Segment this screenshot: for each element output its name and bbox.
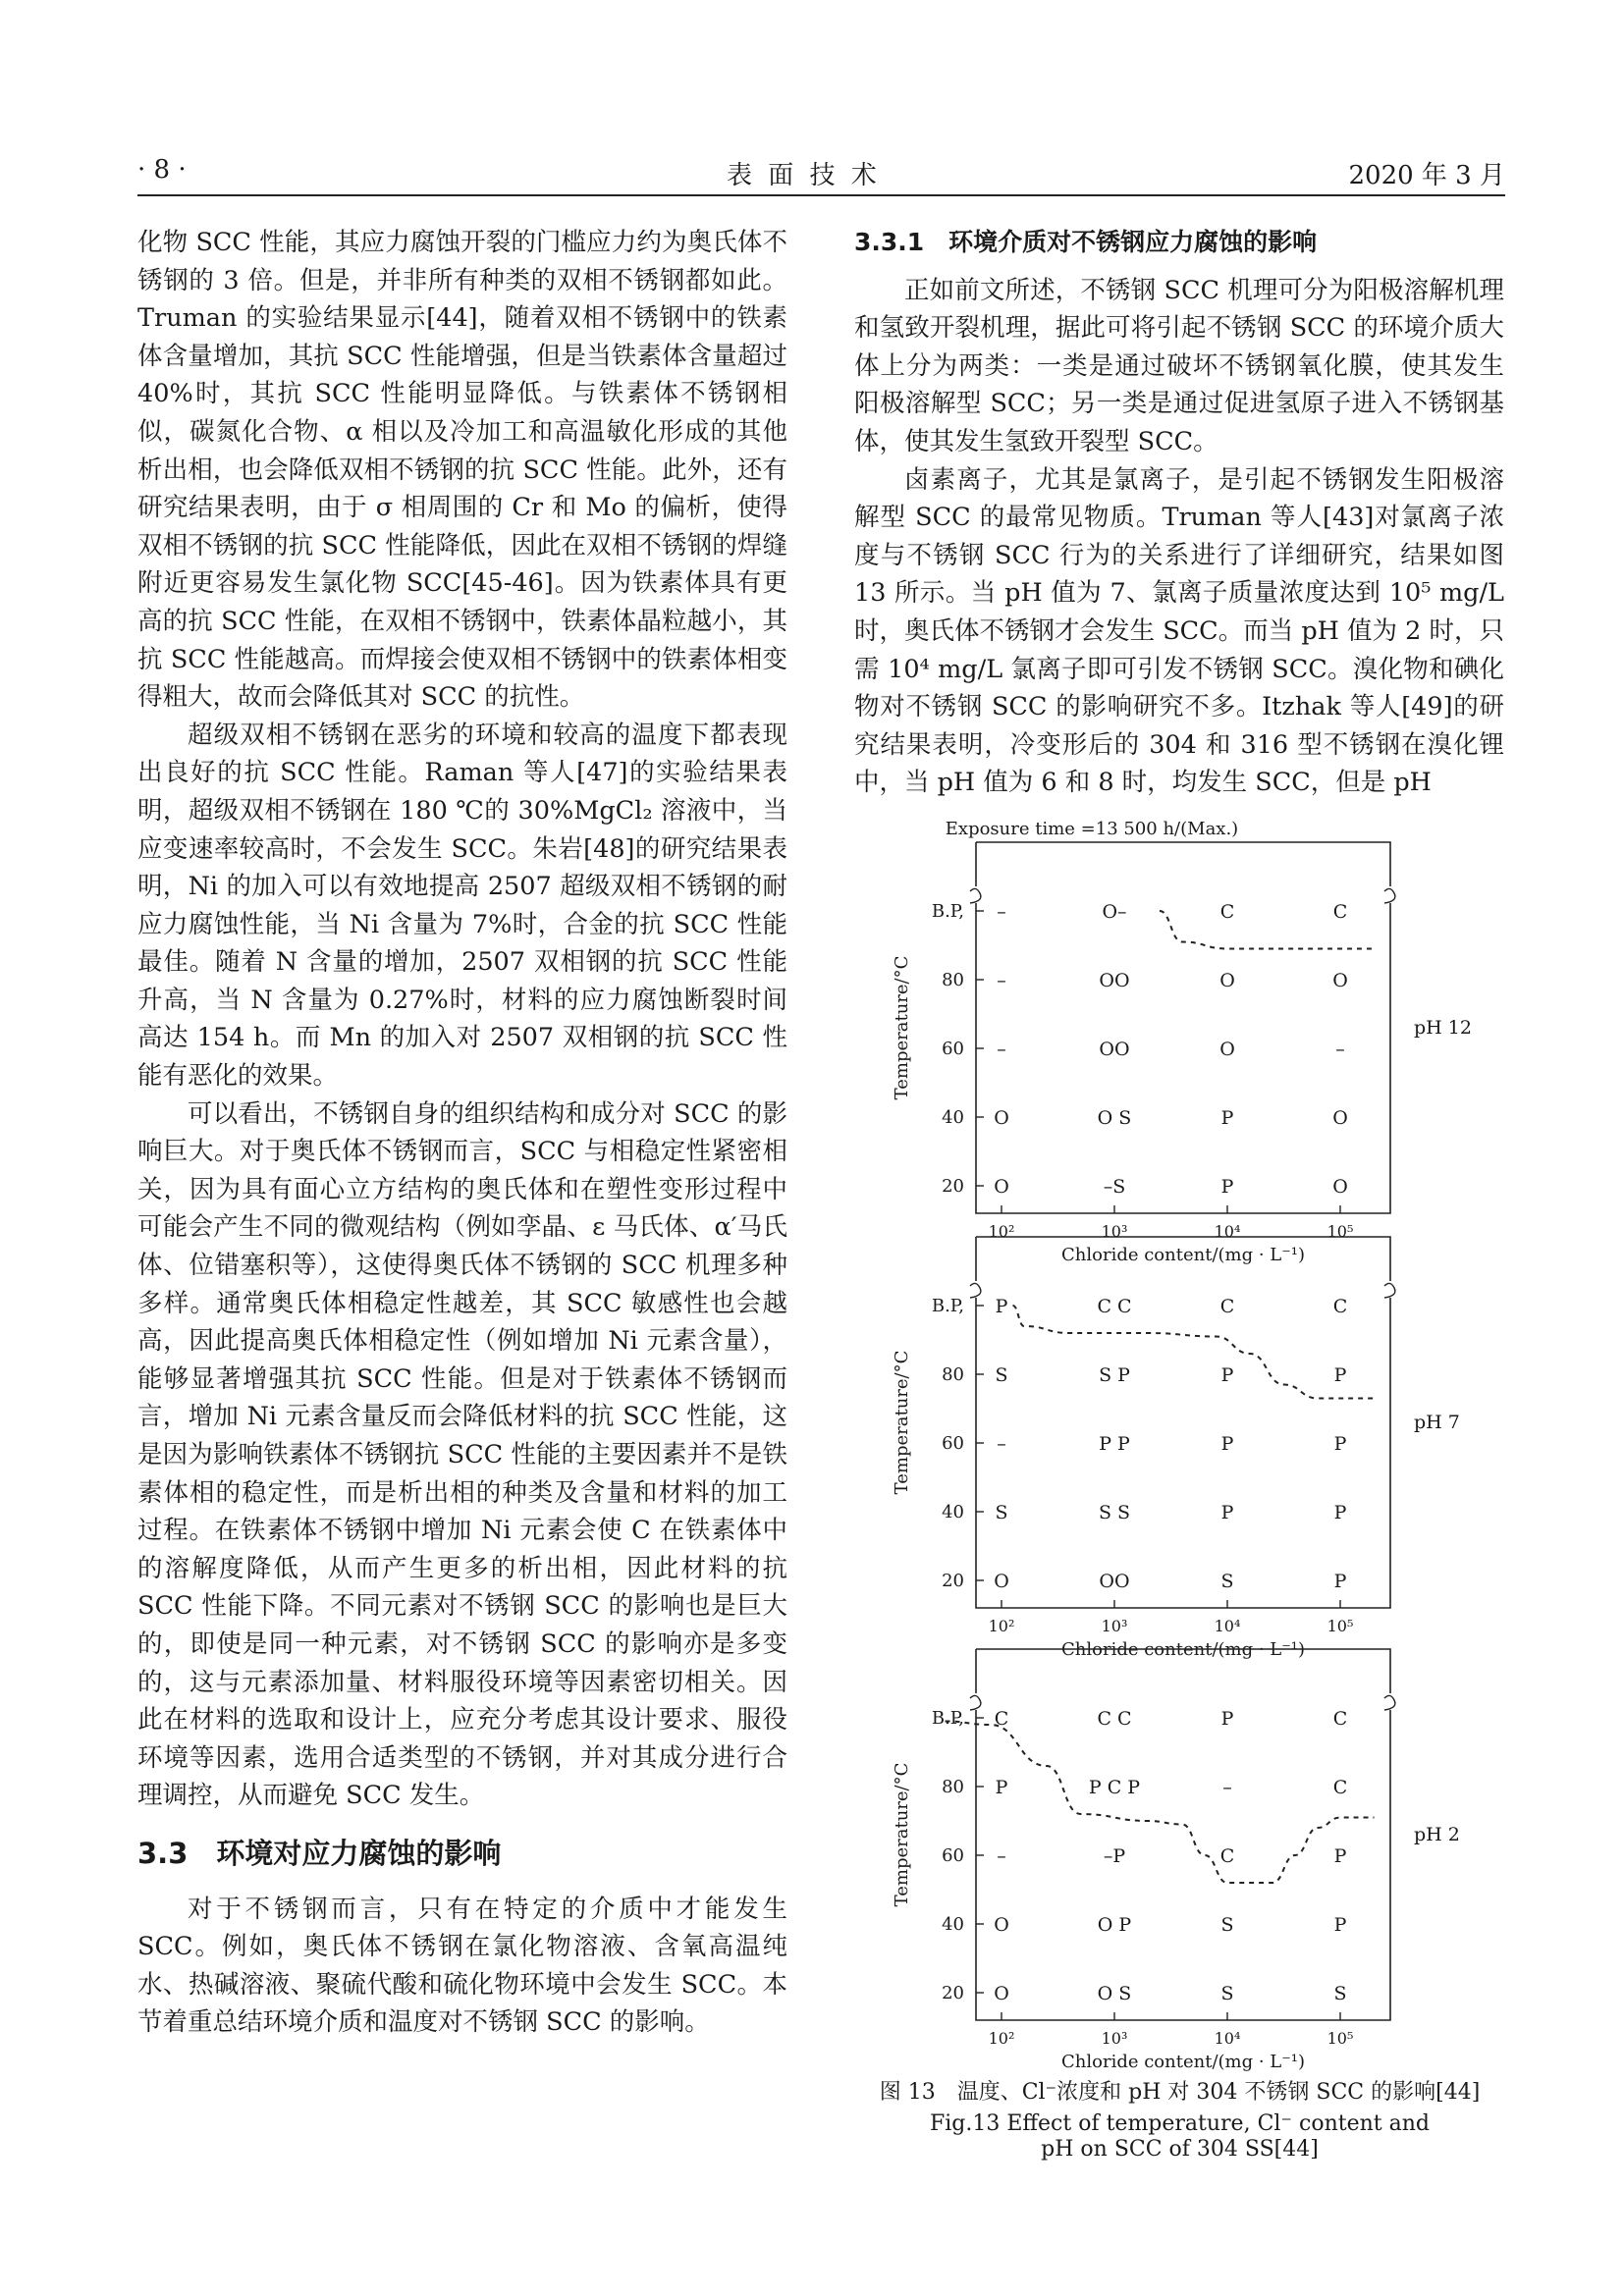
x-axis-title: Chloride content/(mg · L⁻¹) (1061, 2052, 1305, 2072)
data-cell: C (1332, 1708, 1348, 1730)
right-column (854, 224, 1504, 802)
page-number: · 8 · (137, 155, 187, 185)
y-tick-label: 40 (942, 1502, 964, 1522)
data-cell: P (1220, 1176, 1234, 1198)
data-cell: P (1220, 1502, 1234, 1523)
y-axis-title: Temperature/°C (892, 955, 912, 1100)
data-cell: C (1219, 1845, 1235, 1867)
data-cell: O S (1097, 1983, 1132, 2004)
x-tick-label: 10⁴ (1214, 1617, 1241, 1635)
y-axis-title: Temperature/°C (892, 1762, 912, 1907)
data-cell: O (994, 1571, 1009, 1592)
y-tick-label: 80 (942, 970, 964, 990)
data-cell: O (1332, 1176, 1348, 1198)
data-cell: P (1220, 1708, 1234, 1730)
data-cell: C (1332, 1777, 1348, 1798)
data-cell: P (1333, 1914, 1347, 1936)
x-tick-label: 10² (988, 1617, 1015, 1635)
data-cell: O (994, 1983, 1009, 2004)
data-cell: P (1333, 1364, 1347, 1386)
x-tick-label: 10² (988, 2029, 1015, 2048)
y-tick-label: 20 (942, 1176, 964, 1197)
paragraph: 可以看出，不锈钢自身的组织结构和成分对 SCC 的影响巨大。对于奥氏体不锈钢而言，SCC 与相稳定性紧密相关，因为具有面心立方结构的奥氏体和在塑性变形过程中可能会产生不同的微观结构（例如孪晶、ε 马氏体、α′马氏体、位错塞积等），这使得奥氏体不锈钢的 SCC 机理多种多样。通常奥氏体相稳定性越差，其 SCC 敏感性也会越高，因此提高奥氏体相稳定性（例如增加 Ni 元素含量），能够显著增强其抗 SCC 性能。但是对于铁素体不锈钢而言，增加 Ni 元素含量反而会降低材料的抗 SCC 性能，这是因为影响铁素体不锈钢抗 SCC 性能的主要因素并不是铁素体相的稳定性，而是析出相的种类及含量和材料的加工过程。在铁素体不锈钢中增加 Ni 元素会使 C 在铁素体中的溶解度降低，从而产生更多的析出相，因此材料的抗 SCC 性能下降。不同元素对不锈钢 SCC 的影响也是巨大的，即使是同一种元素，对不锈钢 SCC 的影响亦是多变的，这与元素添加量、材料服役环境等因素密切相关。因此在材料的选取和设计上，应充分考虑其设计要求、服役环境等因素，选用合适类型的不锈钢，并对其成分进行合理调控，从而避免 SCC 发生。 (137, 1098, 787, 1811)
y-tick-label: 40 (942, 1107, 964, 1128)
chart-panel-ph-12 (892, 842, 1472, 1265)
data-cell: – (997, 1039, 1006, 1060)
data-cell: O (1332, 970, 1348, 991)
exposure-label: Exposure time =13 500 h/(Max.) (945, 819, 1239, 839)
issue-date: 2020 年 3 月 (1348, 161, 1505, 190)
journal-title: 表 面 技 术 (727, 161, 881, 190)
data-cell: O S (1097, 1107, 1132, 1129)
axis-break-mark (970, 888, 981, 903)
x-axis-title: Chloride content/(mg · L⁻¹) (1061, 1245, 1305, 1265)
data-cell: P (1220, 1433, 1234, 1455)
x-tick-label: 10⁵ (1326, 2029, 1354, 2048)
data-cell: – (997, 1433, 1006, 1455)
y-axis-title: Temperature/°C (892, 1350, 912, 1495)
data-cell: P (1333, 1433, 1347, 1455)
data-cell: S (1333, 1983, 1347, 2004)
axis-break-mark (970, 1695, 981, 1710)
data-cell: S (1220, 1983, 1234, 2004)
panel-label: pH 12 (1414, 1017, 1472, 1039)
data-cell: O (994, 1914, 1009, 1936)
y-tick-label: B.P, (931, 1296, 964, 1316)
data-cell: P (1333, 1502, 1347, 1523)
x-tick-label: 10² (988, 1222, 1015, 1241)
data-cell: P (1220, 1364, 1234, 1386)
axis-break-mark (1384, 888, 1395, 903)
paragraph: 对于不锈钢而言，只有在特定的介质中才能发生 SCC。例如，奥氏体不锈钢在氯化物溶液、含氧高温纯水、热碱溶液、聚硫代酸和硫化物环境中会发生 SCC。本节着重总结环境介质和温度对不锈钢 SCC 的影响。 (137, 1894, 787, 2038)
data-cell: O P (1097, 1914, 1132, 1936)
axis-break-mark (1384, 1283, 1395, 1298)
data-cell: – (1335, 1039, 1345, 1060)
data-cell: P (1333, 1845, 1347, 1867)
panel-label: pH 2 (1414, 1824, 1460, 1845)
plot-frame (976, 1649, 1390, 2020)
data-cell: OO (1099, 970, 1130, 991)
x-tick-label: 10⁴ (1214, 1222, 1241, 1241)
data-cell: C (994, 1708, 1009, 1730)
figure-13 (854, 813, 1505, 2187)
data-cell: C (1219, 901, 1235, 923)
data-cell: –P (1103, 1845, 1126, 1867)
x-axis-title: Chloride content/(mg · L⁻¹) (1061, 1639, 1305, 1660)
paragraph: 超级双相不锈钢在恶劣的环境和较高的温度下都表现出良好的抗 SCC 性能。Raman 等人[47]的实验结果表明，超级双相不锈钢在 180 ℃的 30%MgCl₂ 溶液中，当应变速率较高时，不会发生 SCC。朱岩[48]的研究结果表明，Ni 的加入可以有效地提高 2507 超级双相不锈钢的耐应力腐蚀性能，当 Ni 含量为 7%时，合金的抗 SCC 性能最佳。随着 N 含量的增加，2507 双相钢的抗 SCC 性能升高，当 N 含量为 0.27%时，材料的应力腐蚀断裂时间高达 154 h。而 Mn 的加入对 2507 双相钢的抗 SCC 性能有恶化的效果。 (137, 720, 787, 1092)
y-tick-label: 60 (942, 1433, 964, 1454)
data-cell: O (994, 1176, 1009, 1198)
data-cell: – (997, 901, 1006, 923)
data-cell: P (1220, 1107, 1234, 1129)
data-cell: O (1219, 1039, 1235, 1060)
header-rule (137, 194, 1505, 196)
data-cell: S P (1099, 1364, 1130, 1386)
data-cell: C C (1097, 1296, 1132, 1317)
panel-label: pH 7 (1414, 1412, 1460, 1433)
paragraph: 卤素离子，尤其是氯离子，是引起不锈钢发生阳极溶解型 SCC 的最常见物质。Truman 等人[43]对氯离子浓度与不锈钢 SCC 行为的关系进行了详细研究，结果如图 13 所示。当 pH 值为 7、氯离子质量浓度达到 10⁵ mg/L 时，奥氏体不锈钢才会发生 SCC。而当 pH 值为 2 时，只需 10⁴ mg/L 氯离子即可引发不锈钢 SCC。溴化物和碘化物对不锈钢 SCC 的影响研究不多。Itzhak 等人[49]的研究结果表明，冷变形后的 304 和 316 型不锈钢在溴化锂中，当 pH 值为 6 和 8 时，均发生 SCC，但是 pH (854, 464, 1504, 798)
data-cell: O (994, 1107, 1009, 1129)
data-cell: O (1219, 970, 1235, 991)
data-cell: P C P (1088, 1777, 1141, 1798)
section-heading-3-3: 3.3 环境对应力腐蚀的影响 (137, 1836, 502, 1870)
scc-boundary-line (1013, 1306, 1375, 1399)
data-cell: C C (1097, 1708, 1132, 1730)
data-cell: –S (1103, 1176, 1126, 1198)
data-cell: S (995, 1364, 1008, 1386)
data-cell: C (1219, 1296, 1235, 1317)
plot-frame (976, 1237, 1390, 1608)
data-cell: O– (1102, 901, 1127, 923)
y-tick-label: B.P, (931, 1708, 964, 1729)
y-tick-label: 80 (942, 1777, 964, 1797)
x-tick-label: 10⁵ (1326, 1617, 1354, 1635)
data-cell: P (995, 1777, 1008, 1798)
figure-caption-en-line1: Fig.13 Effect of temperature, Cl⁻ content and (929, 2111, 1431, 2136)
data-cell: C (1332, 901, 1348, 923)
chart-panel-ph-2 (892, 1649, 1460, 2072)
y-tick-label: 60 (942, 1039, 964, 1059)
chart-panel-ph-7 (892, 1237, 1460, 1660)
paragraph: 正如前文所述，不锈钢 SCC 机理可分为阳极溶解机理和氢致开裂机理，据此可将引起不锈钢 SCC 的环境介质大体上分为两类：一类是通过破坏不锈钢氧化膜，使其发生阳极溶解型 SCC；另一类是通过促进氢原子进入不锈钢基体，使其发生氢致开裂型 SCC。 (854, 275, 1504, 456)
y-tick-label: 40 (942, 1914, 964, 1935)
paragraph: 化物 SCC 性能，其应力腐蚀开裂的门槛应力约为奥氏体不锈钢的 3 倍。但是，并非所有种类的双相不锈钢都如此。Truman 的实验结果显示[44]，随着双相不锈钢中的铁素体含量增加，其抗 SCC 性能增强，但是当铁素体含量超过 40%时，其抗 SCC 性能明显降低。与铁素体不锈钢相似，碳氮化合物、α 相以及冷加工和高温敏化形成的其他析出相，也会降低双相不锈钢的抗 SCC 性能。此外，还有研究结果表明，由于 σ 相周围的 Cr 和 Mo 的偏析，使得双相不锈钢的抗 SCC 性能降低，因此在双相不锈钢的焊缝附近更容易发生氯化物 SCC[45-46]。因为铁素体具有更高的抗 SCC 性能，在双相不锈钢中，铁素体晶粒越小，其抗 SCC 性能越高。而焊接会使双相不锈钢中的铁素体相变得粗大，故而会降低其对 SCC 的抗性。 (137, 228, 787, 713)
data-cell: OO (1099, 1571, 1130, 1592)
axis-break-mark (970, 1283, 981, 1298)
scc-boundary-line (946, 1722, 1375, 1884)
figure-caption-cn: 图 13 温度、Cl⁻浓度和 pH 对 304 不锈钢 SCC 的影响[44] (879, 2080, 1481, 2105)
data-cell: O (1332, 1107, 1348, 1129)
data-cell: – (997, 970, 1006, 991)
data-cell: OO (1099, 1039, 1130, 1060)
data-cell: S S (1098, 1502, 1131, 1523)
data-cell: P (1333, 1571, 1347, 1592)
data-cell: C (1332, 1296, 1348, 1317)
y-tick-label: 80 (942, 1364, 964, 1385)
axis-break-mark (1384, 1695, 1395, 1710)
left-column (137, 224, 787, 2042)
x-tick-label: 10⁴ (1214, 2029, 1241, 2048)
data-cell: – (1222, 1777, 1232, 1798)
figure-caption-en-line2: pH on SCC of 304 SS[44] (1041, 2137, 1319, 2162)
data-cell: S (995, 1502, 1008, 1523)
data-cell: S (1220, 1571, 1234, 1592)
data-cell: P (995, 1296, 1008, 1317)
data-cell: P P (1099, 1433, 1130, 1455)
x-tick-label: 10³ (1101, 1222, 1128, 1241)
y-tick-label: 60 (942, 1845, 964, 1866)
plot-frame (976, 842, 1390, 1213)
y-tick-label: 20 (942, 1983, 964, 2003)
y-tick-label: 20 (942, 1571, 964, 1591)
x-tick-label: 10⁵ (1326, 1222, 1354, 1241)
x-tick-label: 10³ (1101, 1617, 1128, 1635)
section-heading-3-3-1: 3.3.1 环境介质对不锈钢应力腐蚀的影响 (854, 228, 1318, 256)
y-tick-label: B.P, (931, 901, 964, 922)
data-cell: S (1220, 1914, 1234, 1936)
x-tick-label: 10³ (1101, 2029, 1128, 2048)
data-cell: – (997, 1845, 1006, 1867)
